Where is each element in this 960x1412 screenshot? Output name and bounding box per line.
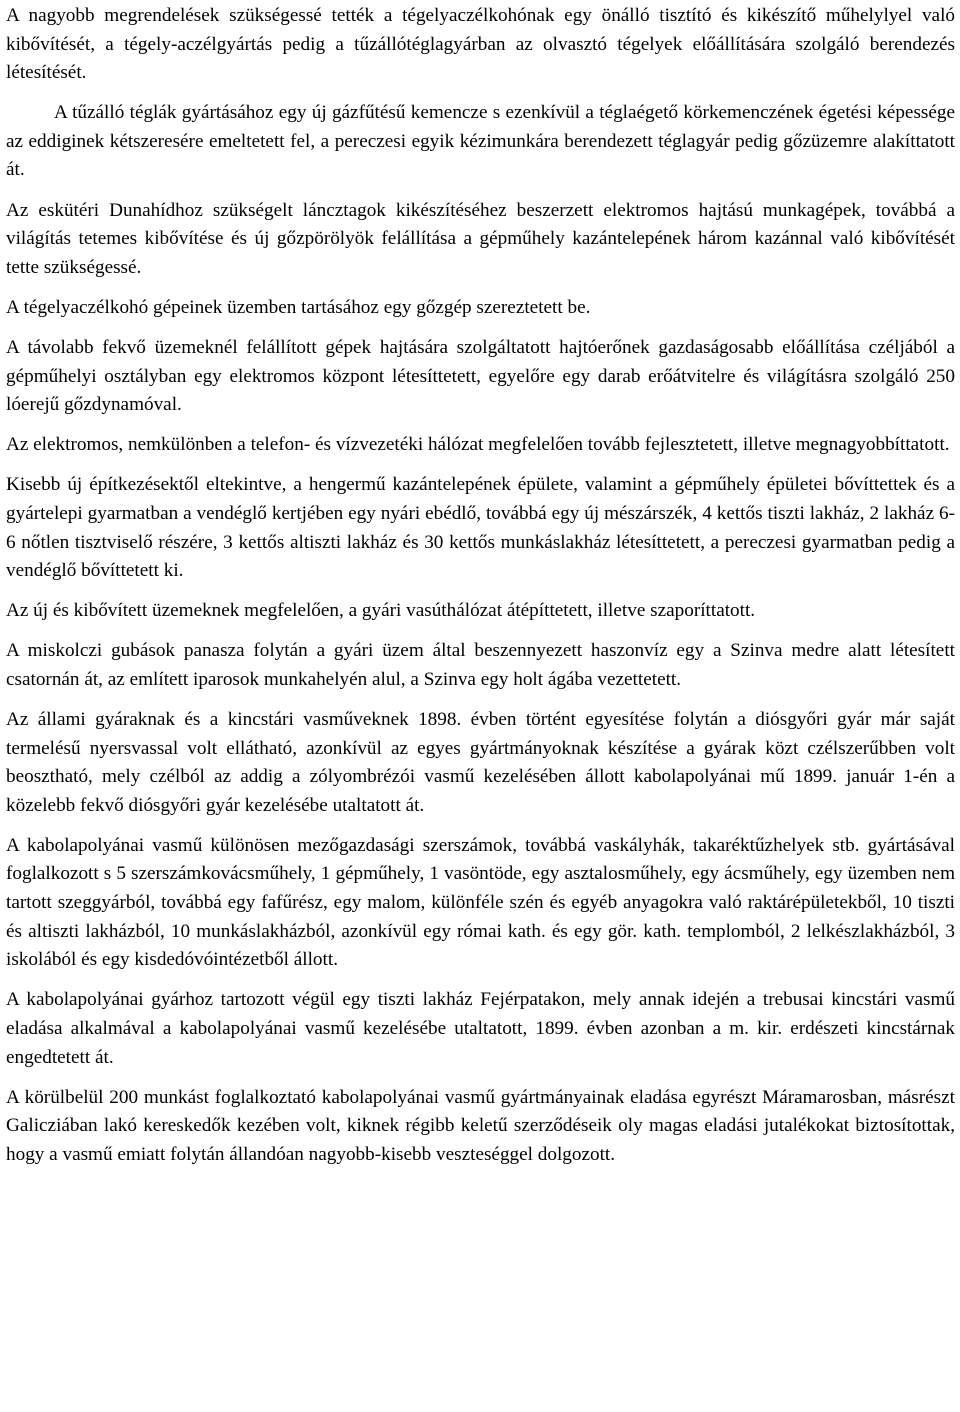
paragraph-crucible-steel-workshop: A nagyobb megrendelések szükségessé tették a tégelyaczélkohónak egy önálló tisztító és kikészítő műhelylyel való kibővítését, a tégely-aczélgyártás pedig a tűzállótéglagyárban az olvasztó tégelyek előállítására szolgáló berendezés létesítését. [6,5,955,84]
paragraph-szinva-canal: A miskolczi gubások panasza folytán a gyári üzem által beszennyezett haszonvíz egy a Szinva medre alatt létesített csatornán át, az említett iparosok munkahelyén alul, a Szinva egy holt ágába vezettetett. [6,640,955,690]
paragraph-electric-telephone-network: Az elektromos, nemkülönben a telefon- és vízvezetéki hálózat megfelelően tovább fejlesztetett, illetve megnagyobbíttatott. [6,434,950,456]
paragraph-fireproof-bricks: A tűzálló téglák gyártásához egy új gázfűtésű kemencze s ezenkívül a téglaégető körkemenczének égetési képessége az eddiginek kétszeresére emeltetett fel, a pereczesi egyik kézimunkára berendezett téglagyár pedig gőzüzemre alakíttatott át. [6,102,955,181]
paragraph-state-factories-merger: Az állami gyáraknak és a kincstári vasműveknek 1898. évben történt egyesítése folytán a diósgyőri gyár már saját termelésű nyersvassal volt ellátható, azonkívül az egyes gyártmányoknak készítése a gyárak közt czélszerűbben volt beosztható, mely czélból az addig a zólyombrézói vasmű kezelésében állott kabolapolyánai mű 1899. január 1-én a közelebb fekvő diósgyőri gyár kezelésébe utaltatott át. [6,708,955,816]
paragraph-sales-losses: A körülbelül 200 munkást foglalkoztató kabolapolyánai vasmű gyártmányainak eladása egyrészt Máramarosban, másrészt Galicziában lakó kereskedők kezében volt, kiknek régibb keletű szerződéseik oly magas eladási jutalékokat biztosítottak, hogy a vasmű emiatt folytán állandóan nagyobb-kisebb veszteséggel dolgozott. [6,1086,955,1165]
paragraph-fejerpatak-house: A kabolapolyánai gyárhoz tartozott végül egy tiszti lakház Fejérpatakon, mely annak idején a trebusai kincstári vasmű eladása alkalmával a kabolapolyánai vasmű kezelésébe utaltatott, 1899. évben azonban a m. kir. erdészeti kincstárnak engedtetett át. [6,989,955,1068]
paragraph-small-constructions: Kisebb új építkezésektől eltekintve, a hengermű kazántelepének épülete, valamint a gépműhely épületei bővíttettek és a gyártelepi gyarmatban a vendéglő kertjében egy nyári ebédlő, továbbá egy új mészárszék, 4 kettős tiszti lakház, 2 lakház 6-6 nőtlen tisztviselő részére, 3 kettős altiszti lakház és 30 kettős munkáslakház létesíttetett, a pereczesi gyarmatban pedig a vendéglő bővíttetett ki. [6,474,955,582]
document-body [6,0,955,1181]
paragraph-danube-bridge-machines: Az eskütéri Dunahídhoz szükségelt láncztagok kikészítéséhez beszerzett elektromos hajtású munkagépek, továbbá a világítás tetemes kibővítése és új gőzpörölyök felállítása a gépműhely kazántelepének három kazánnal való kibővítését tette szükségessé. [6,199,955,278]
paragraph-railway-network: Az új és kibővített üzemeknek megfelelően, a gyári vasúthálózat átépíttetett, illetve szaporíttatott. [6,600,756,622]
paragraph-kabolapolyana-works: A kabolapolyánai vasmű különösen mezőgazdasági szerszámok, továbbá vaskályhák, takaréktűzhelyek stb. gyártásával foglalkozott s 5 szerszámkovácsműhely, 1 gépműhely, 1 vasöntöde, egy asztalosműhely, egy ácsműhely, egy üzemben nem tartott szeggyárból, továbbá egy fafűrész, egy malom, különféle szén és egyéb anyagokra való raktárépületekből, 10 tiszti és altiszti lakházból, 10 munkáslakházból, azonkívül egy római kath. és egy gör. kath. templomból, 2 lelkészlakházból, 3 iskolából és egy kisdedóvóintézetből állott. [6,834,955,971]
paragraph-steam-engine: A tégelyaczélkohó gépeinek üzemben tartásához egy gőzgép szereztetett be. [6,296,591,318]
paragraph-electric-power-station: A távolabb fekvő üzemeknél felállított gépek hajtására szolgáltatott hajtóerőnek gazdaságosabb előállítása czéljából a gépműhelyi osztályban egy elektromos központ létesíttetett, egyelőre egy darab erőátvitelre és világításra szolgáló 250 lóerejű gőzdynamóval. [6,336,955,416]
